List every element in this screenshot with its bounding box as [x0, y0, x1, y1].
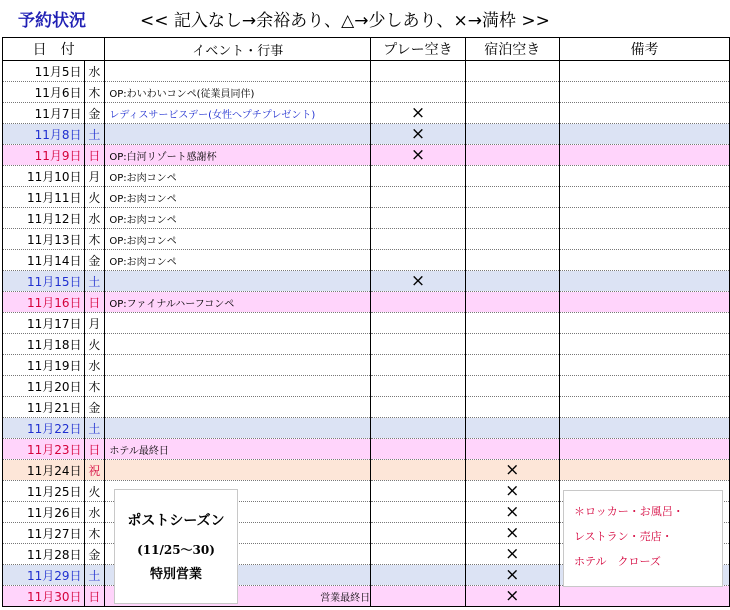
day-of-week-cell-text: 土	[88, 421, 101, 436]
play-availability-cell	[371, 61, 466, 82]
day-of-week-cell-text: 木	[88, 85, 101, 100]
full-mark: ×	[410, 145, 426, 165]
stay-availability-cell	[465, 376, 559, 397]
date-cell	[3, 586, 85, 607]
date-cell-text: 11月5日	[34, 64, 82, 79]
day-of-week-cell-text: 祝	[88, 463, 101, 478]
table-row	[3, 166, 730, 187]
day-of-week-cell	[84, 271, 105, 292]
stay-availability-cell	[465, 544, 559, 565]
play-availability-cell	[371, 586, 466, 607]
full-mark: ×	[505, 565, 520, 585]
closure-note-line2: レストラン・売店・	[574, 530, 673, 543]
play-availability-cell	[371, 208, 466, 229]
day-of-week-cell-text: 日	[88, 589, 101, 604]
day-of-week-cell	[84, 166, 105, 187]
date-cell-text: 11月17日	[26, 316, 82, 331]
day-of-week-cell	[84, 250, 105, 271]
play-availability-cell	[371, 523, 466, 544]
date-cell	[3, 355, 85, 376]
day-of-week-cell-text: 火	[88, 190, 101, 205]
date-cell	[3, 82, 85, 103]
table-row	[3, 61, 730, 82]
table-row	[3, 460, 730, 481]
date-cell-text: 11月13日	[26, 232, 82, 247]
date-cell-text: 11月10日	[26, 169, 82, 184]
stay-availability-cell	[465, 124, 559, 145]
table-row	[3, 376, 730, 397]
full-mark: ×	[505, 544, 520, 564]
stay-availability-cell	[465, 460, 559, 481]
play-availability-cell	[371, 418, 466, 439]
date-cell	[3, 544, 85, 565]
column-header-note: 備考	[559, 38, 729, 61]
table-row	[3, 187, 730, 208]
date-cell-text: 11月20日	[26, 379, 82, 394]
event-cell-text: OP:お肉コンペ	[109, 172, 177, 184]
table-row	[3, 229, 730, 250]
day-of-week-cell-text: 金	[88, 547, 101, 562]
note-cell	[559, 397, 729, 418]
table-header-row	[3, 38, 730, 61]
date-cell	[3, 565, 85, 586]
play-availability-cell	[371, 481, 466, 502]
post-season-title: ポストシーズン	[127, 513, 225, 529]
date-cell	[3, 481, 85, 502]
note-cell	[559, 271, 729, 292]
full-mark: ×	[505, 523, 520, 543]
legend: << 記入なし→余裕あり、△→少しあり、×→満枠 >>	[140, 11, 550, 31]
post-season-box	[114, 489, 238, 604]
date-cell	[3, 271, 85, 292]
day-of-week-cell-text: 日	[88, 295, 101, 310]
column-header-event: イベント・行事	[105, 38, 371, 61]
play-availability-cell	[371, 187, 466, 208]
note-cell	[559, 82, 729, 103]
table-row	[3, 334, 730, 355]
table-row	[3, 208, 730, 229]
day-of-week-cell-text: 金	[88, 400, 101, 415]
table-row	[3, 82, 730, 103]
note-cell	[559, 250, 729, 271]
event-cell	[105, 355, 371, 376]
play-availability-cell	[371, 103, 466, 124]
note-cell	[559, 376, 729, 397]
date-cell-text: 11月26日	[26, 505, 82, 520]
date-cell-text: 11月19日	[26, 358, 82, 373]
note-cell	[559, 166, 729, 187]
date-cell-text: 11月29日	[26, 568, 82, 583]
note-cell	[559, 439, 729, 460]
date-cell	[3, 313, 85, 334]
date-cell	[3, 61, 85, 82]
day-of-week-cell-text: 火	[88, 337, 101, 352]
column-header-stay: 宿泊空き	[465, 38, 559, 61]
date-cell-text: 11月22日	[26, 421, 82, 436]
note-cell	[559, 355, 729, 376]
day-of-week-cell-text: 日	[88, 148, 101, 163]
day-of-week-cell-text: 水	[88, 64, 101, 79]
day-of-week-cell-text: 木	[88, 526, 101, 541]
table-row	[3, 313, 730, 334]
table-row	[3, 439, 730, 460]
day-of-week-cell	[84, 586, 105, 607]
play-availability-cell	[371, 397, 466, 418]
date-cell	[3, 523, 85, 544]
note-cell	[559, 313, 729, 334]
stay-availability-cell	[465, 502, 559, 523]
note-cell	[559, 334, 729, 355]
event-cell	[105, 166, 371, 187]
full-mark: ×	[410, 103, 426, 123]
day-of-week-cell-text: 土	[88, 274, 101, 289]
date-cell	[3, 502, 85, 523]
day-of-week-cell	[84, 292, 105, 313]
event-cell	[105, 187, 371, 208]
stay-availability-cell	[465, 61, 559, 82]
date-cell-text: 11月27日	[26, 526, 82, 541]
day-of-week-cell-text: 月	[88, 316, 101, 331]
day-of-week-cell-text: 火	[88, 484, 101, 499]
day-of-week-cell	[84, 355, 105, 376]
event-cell	[105, 376, 371, 397]
day-of-week-cell	[84, 397, 105, 418]
event-cell-text: レディスサービスデー(女性へプチプレゼント)	[109, 109, 316, 121]
day-of-week-cell	[84, 229, 105, 250]
note-cell	[559, 103, 729, 124]
date-cell-text: 11月16日	[26, 295, 82, 310]
table-row	[3, 250, 730, 271]
date-cell	[3, 103, 85, 124]
event-cell-text: OP:白河リゾート感謝杯	[109, 151, 217, 163]
date-cell-text: 11月8日	[34, 127, 82, 142]
full-mark: ×	[410, 271, 426, 291]
day-of-week-cell	[84, 502, 105, 523]
date-cell	[3, 229, 85, 250]
play-availability-cell	[371, 544, 466, 565]
event-cell-text: OP:お肉コンペ	[109, 256, 177, 268]
event-cell	[105, 145, 371, 166]
play-availability-cell	[371, 502, 466, 523]
date-cell	[3, 397, 85, 418]
play-availability-cell	[371, 271, 466, 292]
day-of-week-cell	[84, 145, 105, 166]
table-row	[3, 397, 730, 418]
event-cell	[105, 313, 371, 334]
event-cell	[105, 460, 371, 481]
event-cell	[105, 82, 371, 103]
event-cell	[105, 208, 371, 229]
note-cell	[559, 229, 729, 250]
date-cell-text: 11月30日	[26, 589, 82, 604]
day-of-week-cell-text: 土	[88, 568, 101, 583]
note-cell	[559, 124, 729, 145]
post-season-special: 特別営業	[149, 567, 202, 582]
day-of-week-cell-text: 土	[88, 127, 101, 142]
table-row	[3, 586, 730, 607]
date-cell-text: 11月9日	[34, 148, 82, 163]
stay-availability-cell	[465, 481, 559, 502]
play-availability-cell	[371, 439, 466, 460]
date-cell	[3, 166, 85, 187]
stay-availability-cell	[465, 82, 559, 103]
day-of-week-cell-text: 木	[88, 379, 101, 394]
date-cell-text: 11月11日	[26, 190, 82, 205]
event-cell-text: OP:わいわいコンペ(従業員同伴)	[109, 88, 255, 100]
date-cell	[3, 460, 85, 481]
day-of-week-cell	[84, 313, 105, 334]
play-availability-cell	[371, 313, 466, 334]
stay-availability-cell	[465, 103, 559, 124]
event-cell	[105, 334, 371, 355]
play-availability-cell	[371, 355, 466, 376]
full-mark: ×	[505, 481, 520, 501]
stay-availability-cell	[465, 523, 559, 544]
play-availability-cell	[371, 292, 466, 313]
column-header-date: 日 付	[3, 38, 105, 61]
day-of-week-cell	[84, 376, 105, 397]
play-availability-cell	[371, 376, 466, 397]
column-header-play: プレー空き	[371, 38, 466, 61]
full-mark: ×	[505, 460, 520, 480]
stay-availability-cell	[465, 271, 559, 292]
full-mark: ×	[505, 586, 520, 606]
date-cell-text: 11月24日	[26, 463, 82, 478]
date-cell	[3, 145, 85, 166]
stay-availability-cell	[465, 439, 559, 460]
date-cell-text: 11月15日	[26, 274, 82, 289]
table-row	[3, 292, 730, 313]
play-availability-cell	[371, 124, 466, 145]
stay-availability-cell	[465, 166, 559, 187]
date-cell-text: 11月21日	[26, 400, 82, 415]
note-cell	[559, 418, 729, 439]
event-cell-text: 営業最終日	[320, 592, 371, 604]
event-cell	[105, 103, 371, 124]
event-cell-text: OP:お肉コンペ	[109, 214, 177, 226]
date-cell	[3, 250, 85, 271]
header	[0, 0, 730, 36]
stay-availability-cell	[465, 229, 559, 250]
date-cell-text: 11月18日	[26, 337, 82, 352]
closure-note-line3: ホテル クローズ	[574, 555, 661, 568]
date-cell	[3, 208, 85, 229]
date-cell-text: 11月12日	[26, 211, 82, 226]
play-availability-cell	[371, 250, 466, 271]
table-row	[3, 271, 730, 292]
day-of-week-cell	[84, 103, 105, 124]
date-cell-text: 11月25日	[26, 484, 82, 499]
day-of-week-cell	[84, 208, 105, 229]
play-availability-cell	[371, 145, 466, 166]
stay-availability-cell	[465, 418, 559, 439]
closure-note-box	[563, 490, 723, 587]
event-cell-text: OP:お肉コンペ	[109, 235, 177, 247]
stay-availability-cell	[465, 397, 559, 418]
day-of-week-cell-text: 月	[88, 169, 101, 184]
day-of-week-cell	[84, 481, 105, 502]
day-of-week-cell-text: 水	[88, 505, 101, 520]
day-of-week-cell	[84, 523, 105, 544]
event-cell	[105, 61, 371, 82]
full-mark: ×	[410, 124, 426, 144]
day-of-week-cell	[84, 565, 105, 586]
date-cell-text: 11月6日	[34, 85, 82, 100]
date-cell	[3, 292, 85, 313]
day-of-week-cell	[84, 544, 105, 565]
play-availability-cell	[371, 460, 466, 481]
play-availability-cell	[371, 334, 466, 355]
table-row	[3, 103, 730, 124]
full-mark: ×	[505, 502, 520, 522]
play-availability-cell	[371, 229, 466, 250]
day-of-week-cell-text: 日	[88, 442, 101, 457]
note-cell	[559, 145, 729, 166]
page-title: 予約状況	[18, 11, 86, 31]
date-cell	[3, 418, 85, 439]
stay-availability-cell	[465, 145, 559, 166]
stay-availability-cell	[465, 586, 559, 607]
day-of-week-cell-text: 水	[88, 358, 101, 373]
date-cell	[3, 334, 85, 355]
stay-availability-cell	[465, 565, 559, 586]
play-availability-cell	[371, 82, 466, 103]
stay-availability-cell	[465, 313, 559, 334]
event-cell-text: ホテル最終日	[109, 445, 169, 457]
event-cell	[105, 439, 371, 460]
day-of-week-cell	[84, 418, 105, 439]
day-of-week-cell	[84, 82, 105, 103]
event-cell	[105, 250, 371, 271]
date-cell-text: 11月14日	[26, 253, 82, 268]
event-cell	[105, 397, 371, 418]
note-cell	[559, 61, 729, 82]
day-of-week-cell	[84, 61, 105, 82]
event-cell-text: OP:ファイナルハーフコンペ	[109, 298, 235, 310]
stay-availability-cell	[465, 250, 559, 271]
day-of-week-cell	[84, 334, 105, 355]
day-of-week-cell	[84, 439, 105, 460]
event-cell	[105, 292, 371, 313]
date-cell-text: 11月23日	[26, 442, 82, 457]
table-row	[3, 418, 730, 439]
stay-availability-cell	[465, 334, 559, 355]
event-cell	[105, 418, 371, 439]
event-cell	[105, 124, 371, 145]
post-season-dates: (11/25～30)	[137, 543, 215, 557]
day-of-week-cell-text: 木	[88, 232, 101, 247]
day-of-week-cell	[84, 460, 105, 481]
closure-note-line1: ＊ロッカー・お風呂・	[574, 505, 684, 518]
event-cell	[105, 271, 371, 292]
play-availability-cell	[371, 166, 466, 187]
note-cell	[559, 208, 729, 229]
stay-availability-cell	[465, 187, 559, 208]
day-of-week-cell	[84, 187, 105, 208]
date-cell	[3, 124, 85, 145]
date-cell	[3, 439, 85, 460]
stay-availability-cell	[465, 208, 559, 229]
table-row	[3, 145, 730, 166]
event-cell-text: OP:お肉コンペ	[109, 193, 177, 205]
play-availability-cell	[371, 565, 466, 586]
day-of-week-cell-text: 金	[88, 253, 101, 268]
table-row	[3, 355, 730, 376]
day-of-week-cell-text: 金	[88, 106, 101, 121]
table-row	[3, 124, 730, 145]
date-cell	[3, 376, 85, 397]
date-cell-text: 11月28日	[26, 547, 82, 562]
stay-availability-cell	[465, 292, 559, 313]
stay-availability-cell	[465, 355, 559, 376]
day-of-week-cell-text: 水	[88, 211, 101, 226]
note-cell	[559, 187, 729, 208]
note-cell	[559, 292, 729, 313]
date-cell-text: 11月7日	[34, 106, 82, 121]
event-cell	[105, 229, 371, 250]
note-cell	[559, 460, 729, 481]
note-cell	[559, 586, 729, 607]
date-cell	[3, 187, 85, 208]
day-of-week-cell	[84, 124, 105, 145]
